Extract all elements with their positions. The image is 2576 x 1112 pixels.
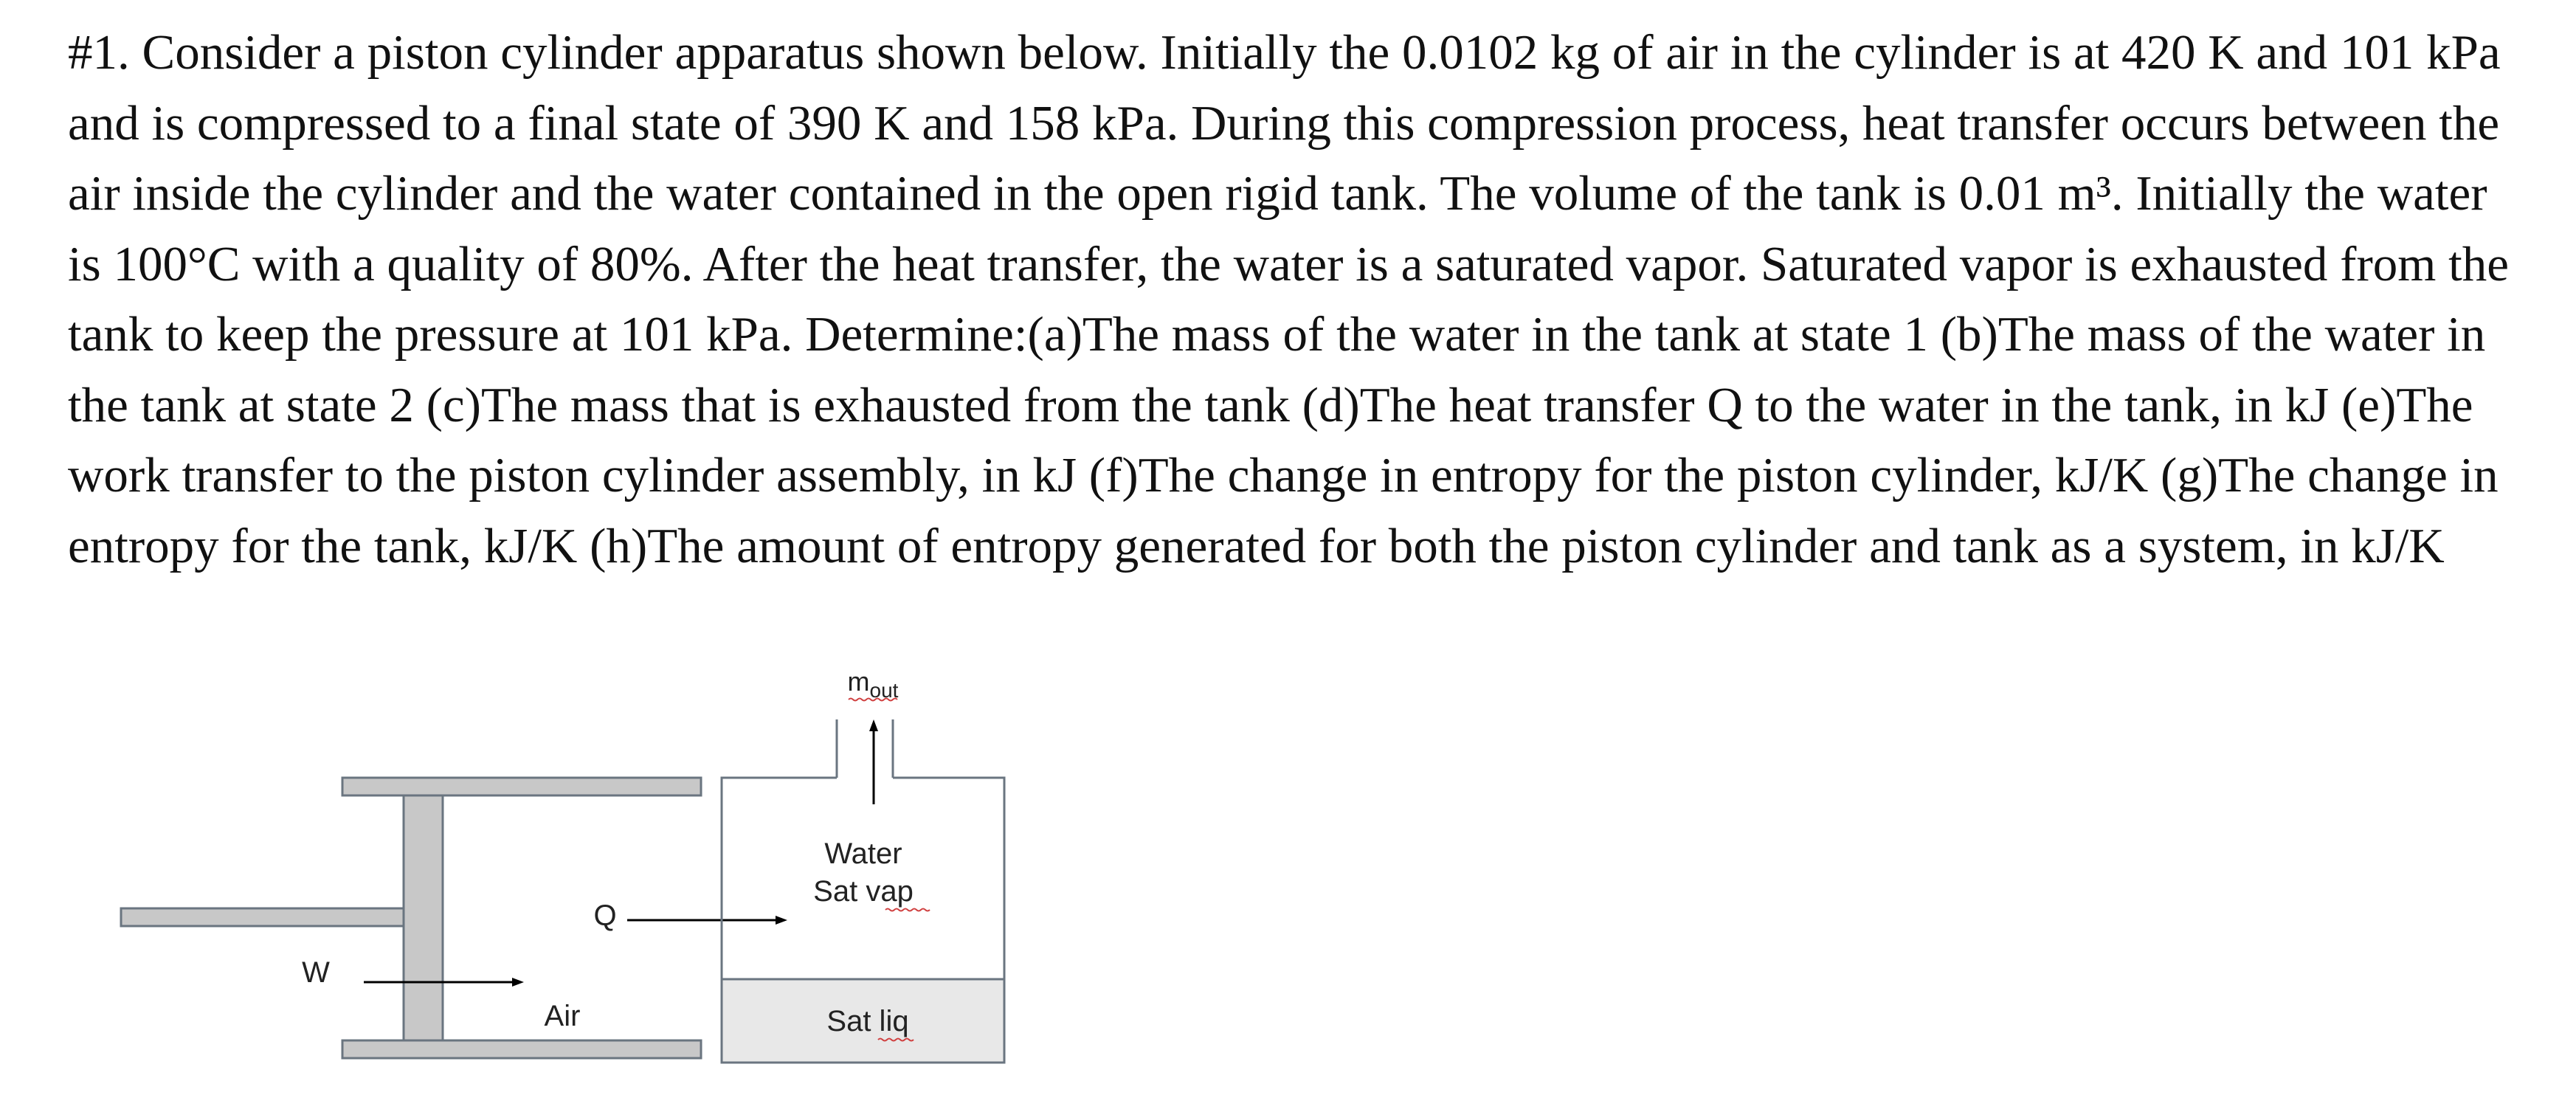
heat-arrowhead: [776, 916, 787, 925]
problem-statement: #1. Consider a piston cylinder apparatus shown below. Initially the 0.0102 kg of air in the cylinder is at 420 K and 101 kPa and is compressed to a final state of 390 K and 158 kPa. During this compression process, heat transfer occurs between the air inside the cylinder and the water contained in the open rigid tank. The volume of the tank is 0.01 m³. Initially the water is 100°C with a quality of 80%. After the heat transfer, the water is a saturated vapor. Saturated vapor is exhausted from the tank to keep the pressure at 101 kPa. Determine:(a)The mass of the water in the tank at state 1 (b)The mass of the water in the tank at state 2 (c)The mass that is exhausted from the tank (d)The heat transfer Q to the water in the tank, in kJ (e)The work transfer to the piston cylinder assembly, in kJ (f)The change in entropy for the piston cylinder, kJ/K (g)The change in entropy for the tank, kJ/K (h)The amount of entropy generated for both the piston cylinder and tank as a system, in kJ/K: [68, 25, 2509, 573]
sat-liq-label: Sat liq: [826, 1005, 909, 1037]
work-arrowhead: [512, 978, 524, 987]
heat-label: Q: [593, 899, 617, 932]
mass-out-arrowhead: [869, 719, 878, 731]
cylinder-bottom-wall: [342, 1040, 701, 1058]
piston-cylinder-tank-diagram: [111, 660, 1018, 1074]
piston-head: [404, 795, 443, 1040]
sat-vap-label: Sat vap: [813, 875, 914, 908]
mass-out-label: [848, 666, 899, 702]
cylinder-top-wall: [342, 778, 701, 795]
air-label: Air: [544, 1000, 581, 1032]
water-label: Water: [824, 838, 902, 870]
sat-vap-spellcheck-underline: [885, 909, 930, 911]
work-label: W: [302, 956, 330, 989]
piston-rod: [121, 908, 410, 926]
mass-out-subscript: out: [869, 679, 899, 702]
mass-out-m: m: [847, 666, 870, 697]
